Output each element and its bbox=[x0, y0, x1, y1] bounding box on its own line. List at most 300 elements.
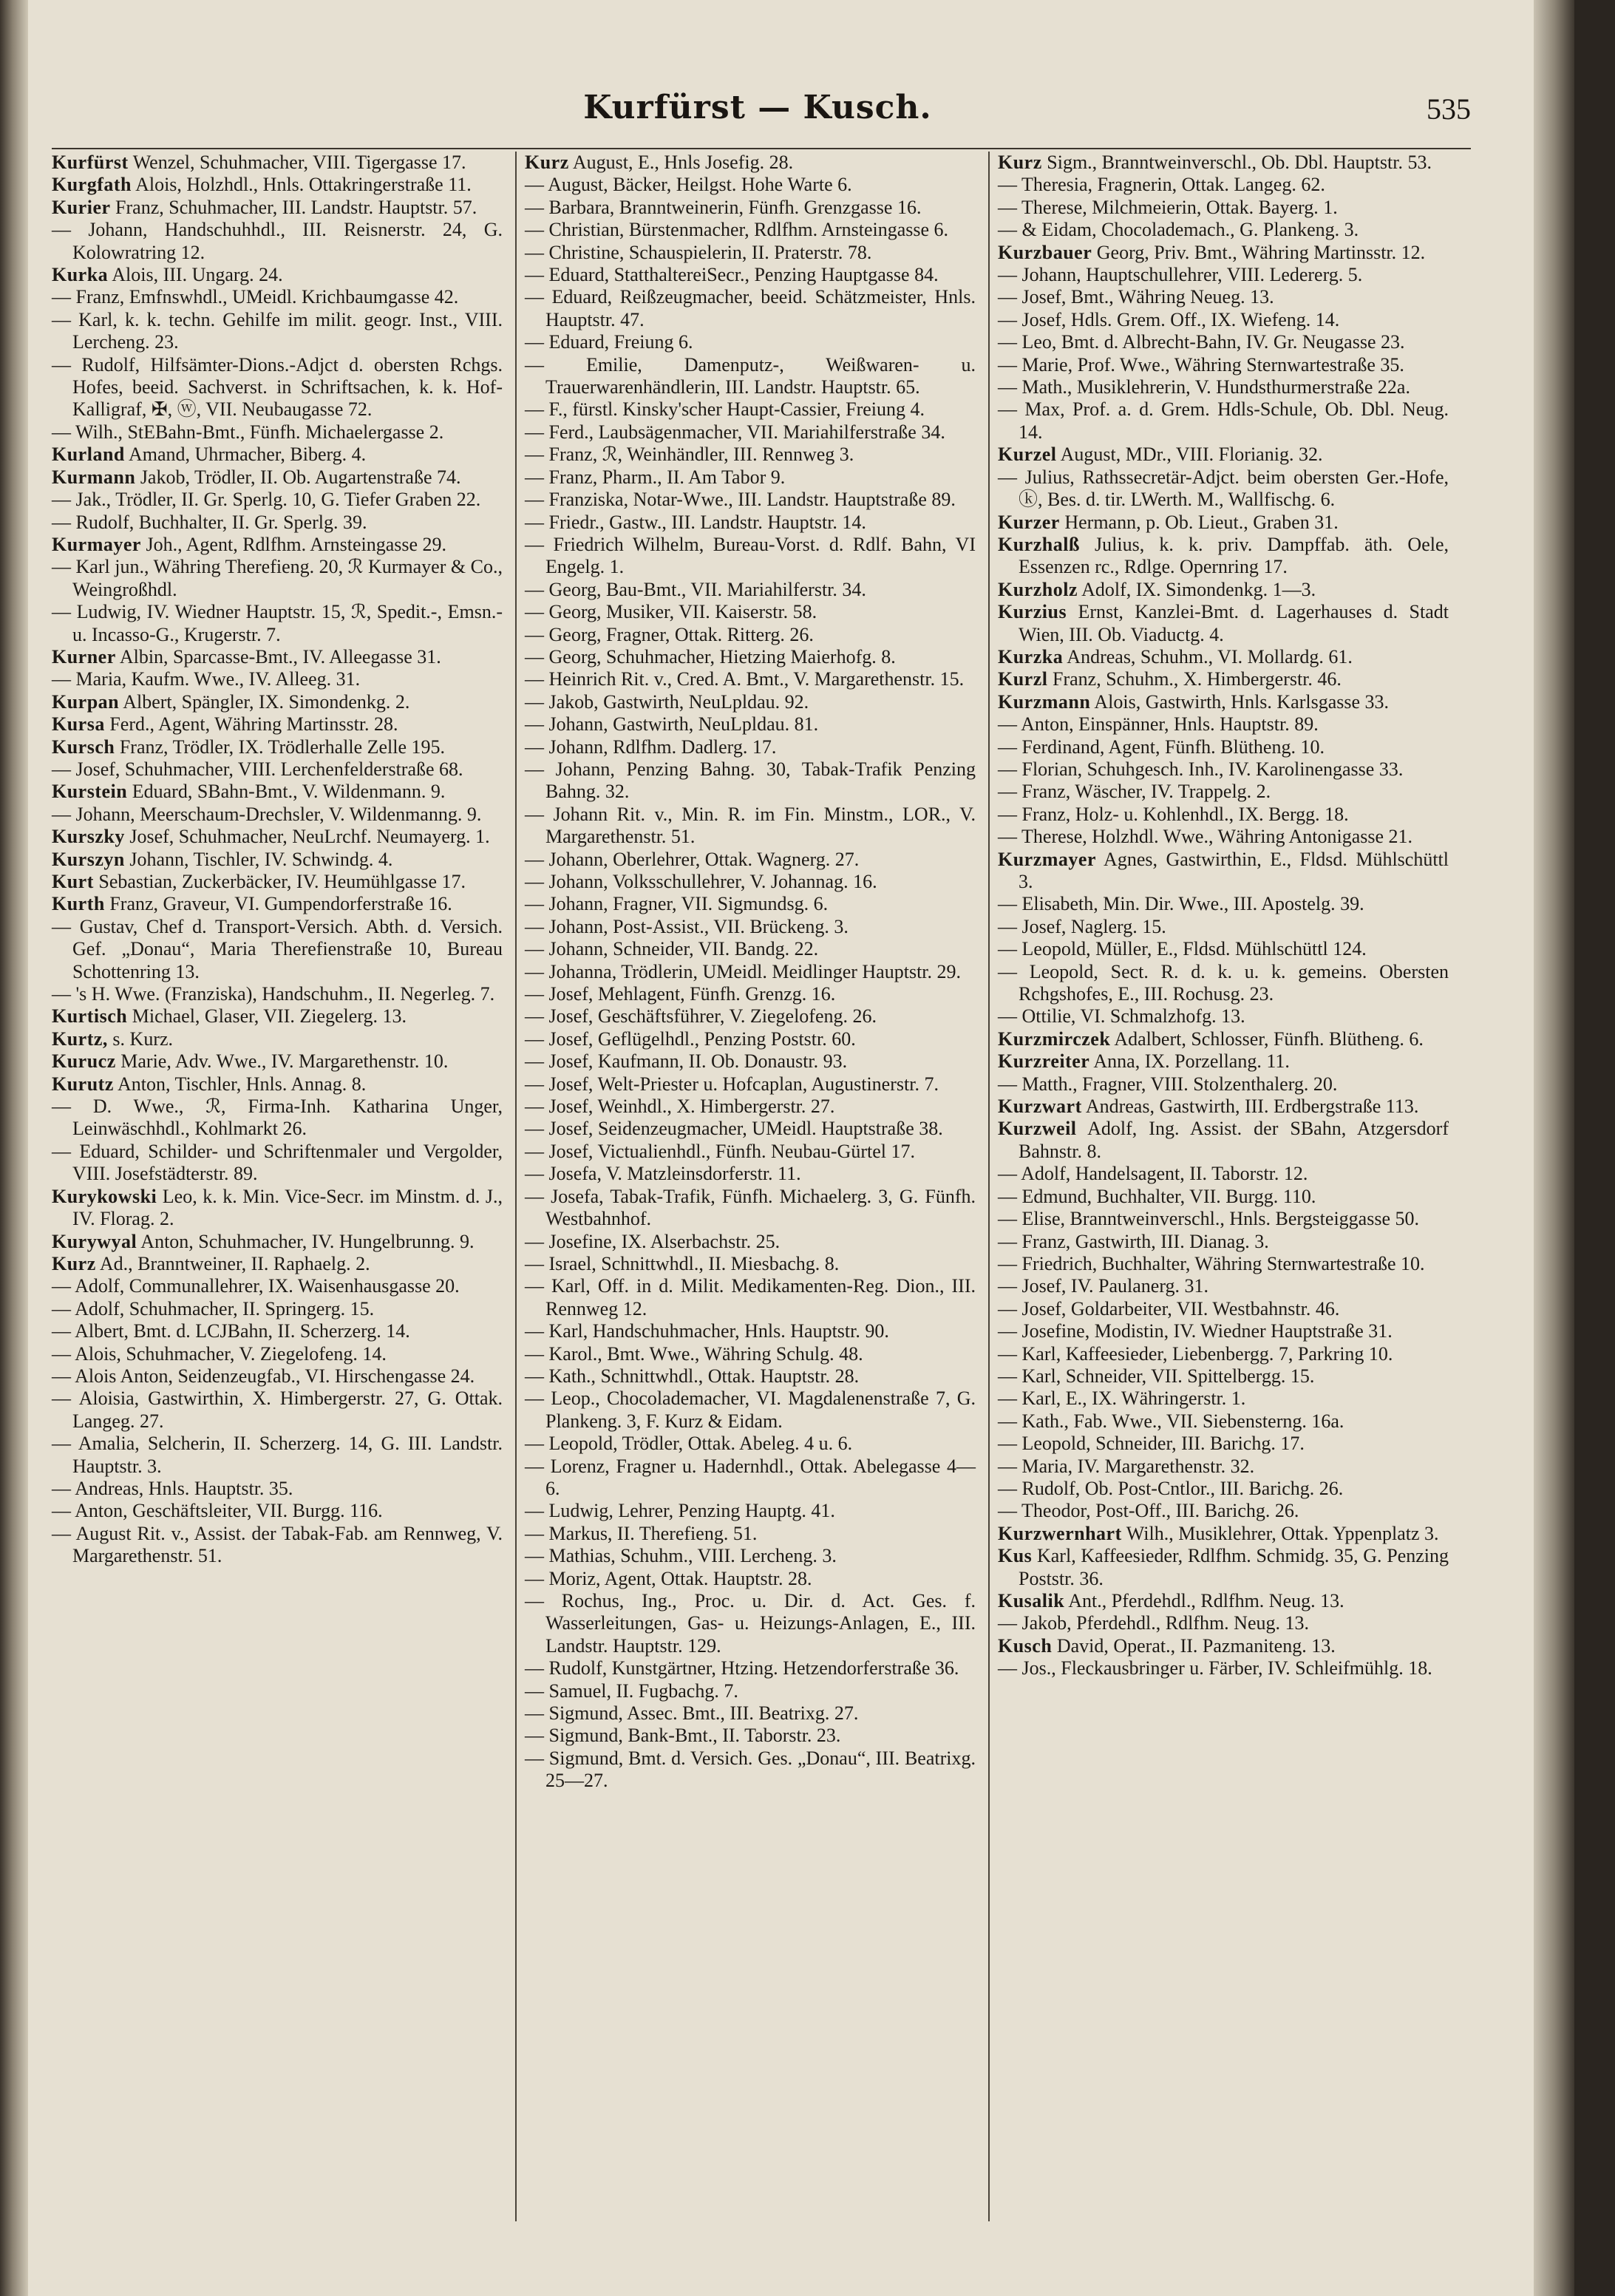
directory-entry bbox=[998, 1500, 1449, 1522]
directory-entry bbox=[52, 309, 503, 354]
directory-entry bbox=[52, 1096, 503, 1141]
directory-entry bbox=[52, 826, 503, 848]
directory-entry bbox=[998, 938, 1449, 960]
directory-entry bbox=[525, 849, 976, 871]
directory-entry bbox=[52, 1141, 503, 1186]
entry-text: Anton, Tischler, Hnls. Annag. 8. bbox=[113, 1073, 367, 1095]
entry-text: Sebastian, Zuckerbäcker, IV. Heumühlgasse 17. bbox=[93, 871, 466, 892]
entry-surname: Kurzweil bbox=[998, 1118, 1077, 1140]
entry-text: — Sigmund, Assec. Bmt., III. Beatrixg. 27. bbox=[525, 1702, 859, 1725]
entry-text: — Math., Musiklehrerin, V. Hundsthurmerstraße 22a. bbox=[998, 376, 1410, 398]
entry-text: — Johann, Oberlehrer, Ottak. Wagnerg. 27. bbox=[525, 848, 860, 870]
entry-text: — Johann, Volksschullehrer, V. Johannag. 16. bbox=[525, 871, 877, 892]
directory-entry bbox=[52, 197, 503, 219]
directory-entry bbox=[52, 534, 503, 556]
entry-text: Joh., Agent, Rdlfhm. Arnsteingasse 29. bbox=[140, 533, 447, 555]
directory-entry bbox=[52, 1231, 503, 1253]
entry-text: Michael, Glaser, VII. Ziegelerg. 13. bbox=[127, 1005, 407, 1028]
entry-surname: Kurth bbox=[52, 893, 105, 915]
entry-surname: Kurz bbox=[52, 1252, 96, 1274]
entry-surname: Kurt bbox=[52, 871, 94, 892]
entry-surname: Kurykowski bbox=[52, 1185, 157, 1207]
directory-entry bbox=[998, 219, 1449, 241]
directory-entry bbox=[998, 1028, 1449, 1050]
directory-entry bbox=[525, 601, 976, 623]
entry-text: — Georg, Fragner, Ottak. Ritterg. 26. bbox=[525, 623, 814, 645]
directory-entry bbox=[52, 916, 503, 983]
directory-entry bbox=[998, 1456, 1449, 1478]
directory-entry bbox=[525, 916, 976, 938]
directory-entry bbox=[52, 713, 503, 736]
directory-entry bbox=[998, 309, 1449, 331]
entry-text: — Leopold, Schneider, III. Barichg. 17. bbox=[998, 1433, 1305, 1455]
directory-entry bbox=[52, 1433, 503, 1478]
directory-entry bbox=[525, 174, 976, 196]
directory-entry bbox=[998, 354, 1449, 376]
entry-surname: Kurzhalß bbox=[998, 533, 1080, 555]
entry-text: — Christine, Schauspielerin, II. Praterstr. 78. bbox=[525, 241, 872, 263]
entry-text: — Heinrich Rit. v., Cred. A. Bmt., V. Margarethenstr. 15. bbox=[525, 668, 965, 690]
entry-text: Georg, Priv. Bmt., Währing Martinsstr. 12. bbox=[1092, 241, 1426, 263]
column-divider bbox=[988, 152, 990, 2221]
entry-text: — Friedrich, Buchhalter, Währing Sternwartestraße 10. bbox=[998, 1252, 1425, 1274]
entry-text: — Johanna, Trödlerin, UMeidl. Meidlinger Hauptstr. 29. bbox=[525, 960, 962, 982]
directory-entry bbox=[998, 668, 1449, 690]
directory-entry bbox=[52, 512, 503, 534]
entry-surname: Kurzmayer bbox=[998, 848, 1097, 870]
entry-text: Albert, Spängler, IX. Simondenkg. 2. bbox=[119, 690, 410, 713]
directory-entry bbox=[525, 1163, 976, 1185]
entry-text: — Karl, E., IX. Währingerstr. 1. bbox=[998, 1388, 1246, 1410]
directory-entry bbox=[998, 1208, 1449, 1230]
entry-text: — Markus, II. Therefieng. 51. bbox=[525, 1522, 758, 1544]
directory-entry bbox=[525, 624, 976, 646]
directory-entry bbox=[998, 1433, 1449, 1455]
entry-surname: Kurgfath bbox=[52, 174, 132, 196]
entry-text: — Florian, Schuhgesch. Inh., IV. Karolinengasse 33. bbox=[998, 758, 1404, 780]
entry-text: — Ludwig, Lehrer, Penzing Hauptg. 41. bbox=[525, 1500, 835, 1522]
entry-text: — Ferd., Laubsägenmacher, VII. Mariahilferstraße 34. bbox=[525, 421, 945, 443]
entry-text: Wenzel, Schuhmacher, VIII. Tigergasse 17. bbox=[128, 152, 466, 173]
directory-entry bbox=[525, 1748, 976, 1793]
entry-text: — Sigmund, Bmt. d. Versich. Ges. „Donau“, III. Beatrixg. 25—27. bbox=[525, 1747, 976, 1792]
entry-text: — Friedrich Wilhelm, Bureau-Vorst. d. Rdlf. Bahn, VI Engelg. 1. bbox=[525, 533, 976, 578]
entry-text: — Karol., Bmt. Wwe., Währing Schulg. 48. bbox=[525, 1342, 863, 1365]
directory-entry bbox=[52, 849, 503, 871]
entry-text: — Barbara, Branntweinerin, Fünfh. Grenzgasse 16. bbox=[525, 196, 922, 218]
entry-text: Agnes, Gastwirthin, E., Fldsd. Mühlschüttl 3. bbox=[1019, 848, 1449, 892]
directory-entry bbox=[525, 466, 976, 489]
entry-text: August, MDr., VIII. Florianig. 32. bbox=[1056, 444, 1323, 466]
directory-entry bbox=[525, 1433, 976, 1455]
directory-entry bbox=[525, 1657, 976, 1679]
entry-text: — Mathias, Schuhm., VIII. Lercheng. 3. bbox=[525, 1545, 837, 1567]
directory-entry bbox=[525, 286, 976, 331]
page-edge bbox=[1534, 0, 1574, 2296]
directory-entry bbox=[52, 1500, 503, 1522]
column-3 bbox=[998, 152, 1449, 1680]
directory-entry bbox=[52, 1365, 503, 1388]
directory-entry bbox=[998, 1186, 1449, 1208]
directory-entry bbox=[998, 466, 1449, 512]
entry-text: — Josefine, IX. Alserbachstr. 25. bbox=[525, 1230, 781, 1252]
entry-text: Eduard, SBahn-Bmt., V. Wildenmann. 9. bbox=[127, 781, 446, 803]
entry-text: — F., fürstl. Kinsky'scher Haupt-Cassier, Freiung 4. bbox=[525, 398, 925, 421]
directory-entry bbox=[52, 1320, 503, 1342]
entry-text: — Marie, Prof. Wwe., Währing Sternwartestraße 35. bbox=[998, 353, 1404, 376]
directory-entry bbox=[998, 916, 1449, 938]
directory-entry bbox=[525, 668, 976, 690]
entry-text: — Josef, Geschäftsführer, V. Ziegelofeng. 26. bbox=[525, 1005, 877, 1028]
entry-text: — Karl, Schneider, VII. Spittelbergg. 15. bbox=[998, 1365, 1315, 1387]
entry-text: Hermann, p. Ob. Lieut., Graben 31. bbox=[1059, 511, 1339, 533]
column-2 bbox=[525, 152, 976, 1793]
entry-text: — Georg, Bau-Bmt., VII. Mariahilferstr. 34. bbox=[525, 578, 866, 600]
directory-entry bbox=[525, 331, 976, 353]
directory-entry bbox=[998, 174, 1449, 196]
entry-text: — Josef, Mehlagent, Fünfh. Grenzg. 16. bbox=[525, 983, 836, 1005]
directory-entry bbox=[525, 1275, 976, 1320]
directory-entry bbox=[52, 444, 503, 466]
entry-text: — & Eidam, Chocolademach., G. Plankeng. 3. bbox=[998, 219, 1359, 241]
directory-entry bbox=[52, 1478, 503, 1500]
directory-entry bbox=[525, 1500, 976, 1522]
directory-entry bbox=[998, 376, 1449, 398]
entry-text: — Theresia, Fragnerin, Ottak. Langeg. 62. bbox=[998, 174, 1325, 196]
directory-entry bbox=[52, 646, 503, 668]
directory-entry bbox=[525, 152, 976, 174]
entry-text: — Emilie, Damenputz-, Weißwaren- u. Trauerwarenhändlerin, III. Landstr. Hauptstr. 65. bbox=[525, 353, 976, 398]
directory-entry bbox=[52, 1005, 503, 1028]
entry-surname: Kurzreiter bbox=[998, 1050, 1090, 1073]
entry-text: Franz, Graveur, VI. Gumpendorferstraße 16. bbox=[104, 893, 452, 915]
page-header bbox=[44, 89, 1471, 140]
directory-entry bbox=[998, 152, 1449, 174]
entry-text: Alois, Gastwirth, Hnls. Karlsgasse 33. bbox=[1090, 690, 1390, 713]
directory-entry bbox=[525, 421, 976, 444]
directory-entry bbox=[52, 1275, 503, 1297]
directory-entry bbox=[998, 1275, 1449, 1297]
entry-text: — Johann, Gastwirth, NeuLpldau. 81. bbox=[525, 713, 819, 736]
entry-text: s. Kurz. bbox=[107, 1028, 174, 1050]
directory-entry bbox=[998, 1523, 1449, 1545]
directory-entry bbox=[998, 961, 1449, 1006]
directory-entry bbox=[525, 736, 976, 758]
entry-text: Andreas, Gastwirth, III. Erdbergstraße 113. bbox=[1081, 1096, 1419, 1118]
directory-entry bbox=[998, 1365, 1449, 1388]
directory-entry bbox=[998, 736, 1449, 758]
directory-entry bbox=[52, 691, 503, 713]
directory-entry bbox=[998, 758, 1449, 781]
entry-text: Ferd., Agent, Währing Martinsstr. 28. bbox=[104, 713, 398, 736]
entry-text: Karl, Kaffeesieder, Rdlfhm. Schmidg. 35, G. Penzing Poststr. 36. bbox=[1019, 1545, 1449, 1589]
directory-entry bbox=[998, 286, 1449, 308]
entry-text: — Karl, Handschuhmacher, Hnls. Hauptstr. 90. bbox=[525, 1320, 889, 1342]
entry-text: — Adolf, Communallehrer, IX. Waisenhausgasse 20. bbox=[52, 1275, 460, 1297]
directory-entry bbox=[998, 804, 1449, 826]
entry-text: — Josef, IV. Paulanerg. 31. bbox=[998, 1275, 1209, 1297]
page-number: 535 bbox=[1427, 92, 1471, 126]
directory-entry bbox=[525, 646, 976, 668]
directory-entry bbox=[998, 1050, 1449, 1073]
entry-text: — Johann, Post-Assist., VII. Brückeng. 3. bbox=[525, 915, 849, 937]
directory-entry bbox=[525, 1388, 976, 1433]
entry-text: — August Rit. v., Assist. der Tabak-Fab. am Rennweg, V. Margarethenstr. 51. bbox=[52, 1522, 503, 1567]
directory-entry bbox=[998, 264, 1449, 286]
directory-entry bbox=[998, 1005, 1449, 1028]
directory-entry bbox=[525, 871, 976, 893]
directory-entry bbox=[525, 1456, 976, 1501]
entry-text: — Franziska, Notar-Wwe., III. Landstr. Hauptstraße 89. bbox=[525, 489, 956, 511]
directory-entry bbox=[998, 534, 1449, 579]
entry-text: — Gustav, Chef d. Transport-Versich. Abth. d. Versich. Gef. „Donau“, Maria Therefienstraße 10, Bureau Schottenring 13. bbox=[52, 915, 503, 982]
entry-text: — Rudolf, Buchhalter, II. Gr. Sperlg. 39. bbox=[52, 511, 367, 533]
entry-surname: Kurland bbox=[52, 444, 125, 466]
directory-entry bbox=[525, 1343, 976, 1365]
directory-entry bbox=[998, 1657, 1449, 1679]
directory-entry bbox=[525, 938, 976, 960]
entry-text: — August, Bäcker, Heilgst. Hohe Warte 6. bbox=[525, 174, 852, 196]
column-1 bbox=[52, 152, 503, 1568]
directory-entry bbox=[998, 579, 1449, 601]
directory-entry bbox=[998, 1163, 1449, 1185]
entry-text: — Josef, Welt-Priester u. Hofcaplan, Augustinerstr. 7. bbox=[525, 1073, 939, 1095]
directory-entry bbox=[525, 1231, 976, 1253]
entry-surname: Kurzka bbox=[998, 645, 1064, 668]
directory-entry bbox=[52, 893, 503, 915]
entry-surname: Kursa bbox=[52, 713, 105, 736]
entry-text: — Eduard, Reißzeugmacher, beeid. Schätzmeister, Hnls. Hauptstr. 47. bbox=[525, 286, 976, 330]
entry-text: — Johann, Handschuhhdl., III. Reisnerstr. 24, G. Kolowratring 12. bbox=[52, 219, 503, 263]
directory-entry bbox=[525, 804, 976, 849]
directory-entry bbox=[52, 781, 503, 803]
directory-entry bbox=[998, 849, 1449, 894]
entry-text: Wilh., Musiklehrer, Ottak. Yppenplatz 3. bbox=[1121, 1522, 1439, 1544]
entry-text: — Leop., Chocolademacher, VI. Magdalenenstraße 7, G. Plankeng. 3, F. Kurz & Eidam. bbox=[525, 1388, 976, 1432]
directory-entry bbox=[52, 354, 503, 421]
entry-text: — Amalia, Selcherin, II. Scherzerg. 14, G. III. Landstr. Hauptstr. 3. bbox=[52, 1433, 503, 1477]
entry-text: — Jakob, Pferdehdl., Rdlfhm. Neug. 13. bbox=[998, 1612, 1310, 1634]
directory-entry bbox=[52, 1073, 503, 1096]
directory-entry bbox=[52, 1253, 503, 1275]
directory-entry bbox=[525, 713, 976, 736]
entry-text: — Rudolf, Ob. Post-Cntlor., III. Barichg. 26. bbox=[998, 1477, 1344, 1499]
entry-text: — Ferdinand, Agent, Fünfh. Blütheng. 10. bbox=[998, 736, 1325, 758]
directory-entry bbox=[998, 781, 1449, 803]
entry-text: — Georg, Musiker, VII. Kaiserstr. 58. bbox=[525, 601, 817, 623]
entry-text: Amand, Uhrmacher, Biberg. 4. bbox=[124, 444, 367, 466]
entry-text: — Andreas, Hnls. Hauptstr. 35. bbox=[52, 1477, 293, 1499]
entry-text: — Aloisia, Gastwirthin, X. Himbergerstr. 27, G. Ottak. Langeg. 27. bbox=[52, 1388, 503, 1432]
directory-entry bbox=[525, 242, 976, 264]
entry-text: — Josef, Naglerg. 15. bbox=[998, 915, 1166, 937]
entry-surname: Kurtisch bbox=[52, 1005, 128, 1028]
directory-entry bbox=[52, 871, 503, 893]
directory-entry bbox=[998, 242, 1449, 264]
entry-surname: Kurzmann bbox=[998, 690, 1091, 713]
directory-entry bbox=[52, 1298, 503, 1320]
entry-text: — Johann, Penzing Bahng. 30, Tabak-Trafik Penzing Bahng. 32. bbox=[525, 758, 976, 803]
entry-text: Franz, Trödler, IX. Trödlerhalle Zelle 195. bbox=[115, 736, 446, 758]
directory-entry bbox=[998, 601, 1449, 646]
directory-entry bbox=[525, 354, 976, 399]
entry-surname: Kurzel bbox=[998, 444, 1057, 466]
directory-entry bbox=[998, 1343, 1449, 1365]
directory-entry bbox=[52, 1028, 503, 1050]
entry-text: — Johann, Rdlfhm. Dadlerg. 17. bbox=[525, 736, 777, 758]
directory-entry bbox=[525, 1118, 976, 1140]
directory-entry bbox=[998, 1298, 1449, 1320]
directory-entry bbox=[52, 489, 503, 511]
running-head: Kurfürst — Kusch. bbox=[583, 89, 932, 126]
entry-surname: Kurner bbox=[52, 645, 116, 668]
directory-entry bbox=[525, 1050, 976, 1073]
entry-text: Adolf, Ing. Assist. der SBahn, Atzgersdorf Bahnstr. 8. bbox=[1019, 1118, 1449, 1162]
entry-text: Johann, Tischler, IV. Schwindg. 4. bbox=[124, 848, 393, 870]
entry-text: — Franz, Gastwirth, III. Dianag. 3. bbox=[998, 1230, 1269, 1252]
directory-entry bbox=[998, 1545, 1449, 1590]
entry-surname: Kurzwart bbox=[998, 1096, 1082, 1118]
directory-entry bbox=[52, 758, 503, 781]
entry-surname: Kurzwernhart bbox=[998, 1522, 1122, 1544]
entry-text: — Franz, ℛ, Weinhändler, III. Rennweg 3. bbox=[525, 444, 854, 466]
entry-text: Josef, Schuhmacher, NeuLrchf. Neumayerg. 1. bbox=[124, 826, 490, 848]
directory-entry bbox=[998, 893, 1449, 915]
directory-entry bbox=[525, 512, 976, 534]
directory-entry bbox=[525, 758, 976, 804]
directory-entry bbox=[998, 512, 1449, 534]
entry-text: — Karl, Off. in d. Milit. Medikamenten-Reg. Dion., III. Rennweg 12. bbox=[525, 1275, 976, 1319]
entry-text: — Josefine, Modistin, IV. Wiedner Hauptstraße 31. bbox=[998, 1320, 1393, 1342]
directory-entry bbox=[52, 736, 503, 758]
entry-text: Alois, Holzhdl., Hnls. Ottakringerstraße 11. bbox=[132, 174, 472, 196]
entry-text: — Ludwig, IV. Wiedner Hauptstr. 15, ℛ, Spedit.-, Emsn.- u. Incasso-G., Krugerstr. 7. bbox=[52, 601, 503, 645]
directory-entry bbox=[998, 1478, 1449, 1500]
entry-text: — Jak., Trödler, II. Gr. Sperlg. 10, G. Tiefer Graben 22. bbox=[52, 489, 481, 511]
entry-text: Adalbert, Schlosser, Fünfh. Blütheng. 6. bbox=[1110, 1028, 1424, 1050]
entry-surname: Kusch bbox=[998, 1634, 1053, 1657]
entry-surname: Kurka bbox=[52, 264, 109, 286]
entry-surname: Kusalik bbox=[998, 1590, 1065, 1611]
entry-text: — Albert, Bmt. d. LCJBahn, II. Scherzerg. 14. bbox=[52, 1320, 410, 1342]
entry-text: Franz, Schuhm., X. Himbergerstr. 46. bbox=[1047, 668, 1342, 690]
entry-text: — Josefa, Tabak-Trafik, Fünfh. Michaelerg. 3, G. Fünfh. Westbahnhof. bbox=[525, 1185, 976, 1230]
entry-text: Julius, k. k. priv. Dampffab. äth. Oele, Essenzen rc., Rdlge. Opernring 17. bbox=[1019, 533, 1449, 578]
directory-entry bbox=[525, 1702, 976, 1725]
entry-text: — 's H. Wwe. (Franziska), Handschuhm., II. Negerleg. 7. bbox=[52, 983, 495, 1005]
entry-text: — Anton, Einspänner, Hnls. Hauptstr. 89. bbox=[998, 713, 1319, 736]
directory-entry bbox=[525, 1365, 976, 1388]
directory-entry bbox=[998, 1635, 1449, 1657]
entry-text: — Karl jun., Währing Therefieng. 20, ℛ Kurmayer & Co., Weingroßhdl. bbox=[52, 556, 503, 600]
directory-entry bbox=[525, 534, 976, 579]
directory-entry bbox=[525, 983, 976, 1005]
directory-entry bbox=[998, 1096, 1449, 1118]
entry-text: — Johann Rit. v., Min. R. im Fin. Minstm., LOR., V. Margarethenstr. 51. bbox=[525, 803, 976, 848]
directory-entry bbox=[525, 489, 976, 511]
directory-entry bbox=[525, 1680, 976, 1702]
entry-text: — Lorenz, Fragner u. Hadernhdl., Ottak. Abelegasse 4—6. bbox=[525, 1455, 976, 1499]
entry-text: — Karl, Kaffeesieder, Liebenbergg. 7, Parkring 10. bbox=[998, 1342, 1393, 1365]
directory-entry bbox=[525, 197, 976, 219]
entry-surname: Kurywyal bbox=[52, 1230, 137, 1252]
entry-text: — Leopold, Trödler, Ottak. Abeleg. 4 u. 6. bbox=[525, 1433, 853, 1455]
entry-surname: Kurmann bbox=[52, 466, 136, 488]
entry-surname: Kurzius bbox=[998, 601, 1067, 623]
directory-entry bbox=[52, 1050, 503, 1073]
directory-entry bbox=[52, 601, 503, 646]
entry-text: — D. Wwe., ℛ, Firma-Inh. Katharina Unger, Leinwäschhdl., Kohlmarkt 26. bbox=[52, 1096, 503, 1140]
entry-text: — Adolf, Handelsagent, II. Taborstr. 12. bbox=[998, 1163, 1308, 1185]
entry-text: — Franz, Holz- u. Kohlenhdl., IX. Bergg. 18. bbox=[998, 803, 1349, 825]
entry-text: — Franz, Emfnswhdl., UMeidl. Krichbaumgasse 42. bbox=[52, 286, 459, 308]
directory-entry bbox=[52, 1388, 503, 1433]
directory-entry bbox=[525, 1320, 976, 1342]
entry-text: — Johann, Meerschaum-Drechsler, V. Wildenmanng. 9. bbox=[52, 803, 482, 825]
entry-text: — Jos., Fleckausbringer u. Färber, IV. Schleifmühlg. 18. bbox=[998, 1657, 1432, 1679]
entry-text: — Adolf, Schuhmacher, II. Springerg. 15. bbox=[52, 1297, 375, 1319]
entry-surname: Kurstein bbox=[52, 781, 128, 803]
entry-surname: Kurszky bbox=[52, 826, 125, 848]
directory-entry bbox=[52, 1523, 503, 1568]
entry-text: — Leopold, Müller, E., Fldsd. Mühlschüttl 124. bbox=[998, 938, 1367, 960]
entry-text: Leo, k. k. Min. Vice-Secr. im Minstm. d. J., IV. Florag. 2. bbox=[72, 1185, 503, 1230]
directory-entry bbox=[525, 1568, 976, 1590]
directory-entry bbox=[998, 1590, 1449, 1612]
entry-surname: Kurzl bbox=[998, 668, 1048, 690]
directory-entry bbox=[52, 668, 503, 690]
entry-surname: Kurz bbox=[525, 152, 569, 173]
entry-surname: Kurzbauer bbox=[998, 241, 1092, 263]
directory-entry bbox=[52, 286, 503, 308]
directory-entry bbox=[525, 444, 976, 466]
directory-entry bbox=[52, 421, 503, 444]
entry-surname: Kurtz, bbox=[52, 1028, 108, 1050]
entry-text: — Ottilie, VI. Schmalzhofg. 13. bbox=[998, 1005, 1245, 1028]
directory-entry bbox=[525, 1141, 976, 1163]
entry-text: Ad., Branntweiner, II. Raphaelg. 2. bbox=[95, 1252, 370, 1274]
directory-entry bbox=[525, 1545, 976, 1567]
directory-entry bbox=[998, 197, 1449, 219]
entry-text: — Theodor, Post-Off., III. Barichg. 26. bbox=[998, 1500, 1299, 1522]
entry-text: — Elise, Branntweinverschl., Hnls. Bergsteiggasse 50. bbox=[998, 1208, 1419, 1230]
entry-text: Anton, Schuhmacher, IV. Hungelbrunng. 9. bbox=[137, 1230, 475, 1252]
directory-entry bbox=[52, 1343, 503, 1365]
header-rule bbox=[52, 148, 1471, 149]
book-spine bbox=[0, 0, 28, 2296]
entry-surname: Kurucz bbox=[52, 1050, 116, 1073]
directory-entry bbox=[998, 398, 1449, 444]
entry-text: Jakob, Trödler, II. Ob. Augartenstraße 74. bbox=[135, 466, 461, 488]
entry-text: — Therese, Holzhdl. Wwe., Währing Antonigasse 21. bbox=[998, 826, 1413, 848]
directory-entry bbox=[998, 1073, 1449, 1096]
entry-text: — Leo, Bmt. d. Albrecht-Bahn, IV. Gr. Neugasse 23. bbox=[998, 331, 1405, 353]
entry-text: — Josef, Schuhmacher, VIII. Lerchenfelderstraße 68. bbox=[52, 758, 463, 780]
entry-text: — Eduard, Freiung 6. bbox=[525, 331, 693, 353]
entry-text: — Franz, Pharm., II. Am Tabor 9. bbox=[525, 466, 786, 488]
entry-text: — Israel, Schnittwhdl., II. Miesbachg. 8. bbox=[525, 1252, 840, 1274]
directory-entry bbox=[525, 1096, 976, 1118]
entry-text: — Georg, Schuhmacher, Hietzing Maierhofg. 8. bbox=[525, 645, 896, 668]
entry-text: — Josef, Seidenzeugmacher, UMeidl. Hauptstraße 38. bbox=[525, 1118, 943, 1140]
directory-entry bbox=[525, 961, 976, 983]
entry-text: — Johann, Fragner, VII. Sigmundsg. 6. bbox=[525, 893, 829, 915]
entry-text: Anna, IX. Porzellang. 11. bbox=[1089, 1050, 1290, 1073]
directory-entry bbox=[52, 264, 503, 286]
entry-text: — Rochus, Ing., Proc. u. Dir. d. Act. Ges. f. Wasserleitungen, Gas- u. Heizungs-Anlagen, E., III. Landstr. Hauptstr. 129. bbox=[525, 1590, 976, 1657]
entry-text: — Josef, Goldarbeiter, VII. Westbahnstr. 46. bbox=[998, 1297, 1340, 1319]
directory-entry bbox=[525, 1073, 976, 1096]
